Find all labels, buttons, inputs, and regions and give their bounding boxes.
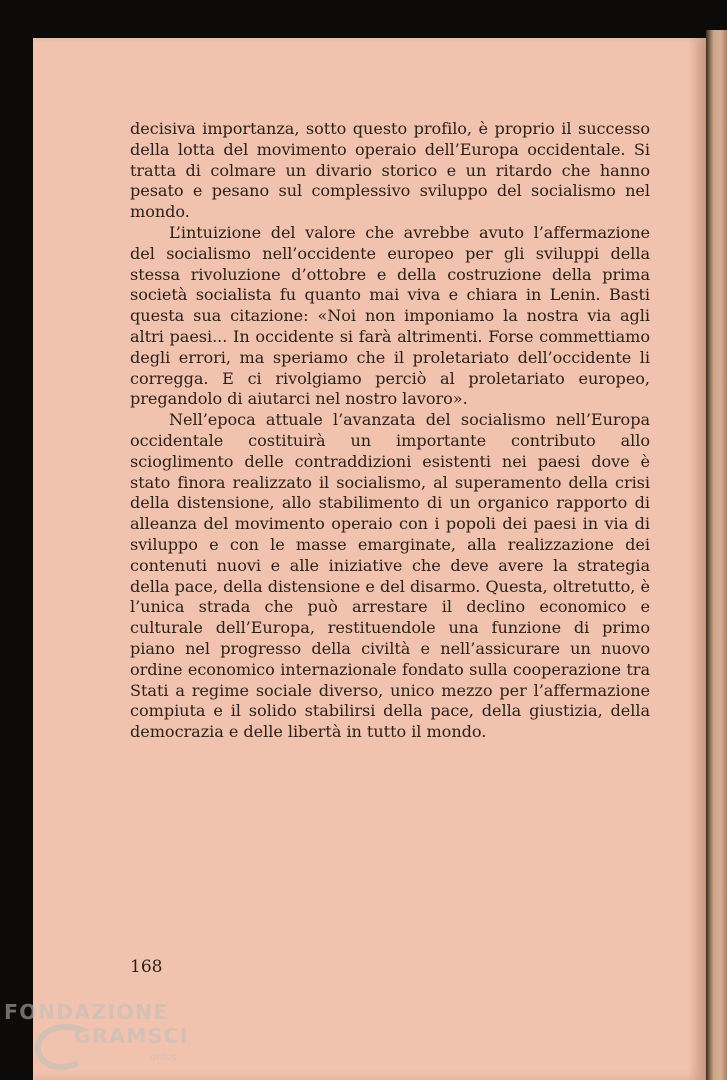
paragraph-1: decisiva importanza, sotto questo profilo, è proprio il successo della lotta del movimento operaio dell’Europa occidentale. Si tratta di colmare un divario storico e un ritardo che hanno pesato e pesano sul complessivo sviluppo del socialismo nel mondo. [130,119,650,222]
paragraph-3: Nell’epoca attuale l’avanzata del socialismo nell’Europa occidentale costituirà un importante contributo allo scioglimento delle contraddizioni esistenti nei paesi dove è stato finora realizzato il socialismo, al superamento della crisi della distensione, allo stabilimento di un organico rapporto di alleanza del movimento operaio con i popoli dei paesi in via di sviluppo e con le masse emarginate, alla realizzazione dei contenuti nuovi e alle iniziative che deve avere la strategia della pace, della distensione e del disarmo. Questa, oltretutto, è l’unica strada che può arrestare il declino economico e culturale dell’Europa, restituendole una funzione di primo piano nel progresso della civiltà e nell’assicurare un nuovo ordine economico internazionale fondato sulla cooperazione tra Stati a regime sociale diverso, unico mezzo per l’affermazione compiuta e il solido stabilirsi della pace, della giustizia, della democrazia e delle libertà in tutto il mondo. [130,410,650,742]
paragraph-2: L’intuizione del valore che avrebbe avuto l’affermazione del socialismo nell’occidente europeo per gli sviluppi della stessa rivoluzione d’ottobre e della costruzione della prima società socialista fu quanto mai viva e chiara in Lenin. Basti questa sua citazione: «Noi non imponiamo la nostra via agli altri paesi... In occidente si farà altrimenti. Forse commettiamo degli errori, ma speriamo che il proletariato dell’occidente li corregga. E ci rivolgiamo perciò al proletariato europeo, pregandolo di aiutarci nel nostro lavoro». [130,222,650,409]
watermark-onlus: onlus [150,1052,177,1063]
body-text [130,119,650,743]
fondazione-gramsci-watermark [4,1000,189,1076]
page-number: 168 [130,957,163,977]
next-page-edge [706,30,727,1080]
watermark-line-1: FONDAZIONE [4,1000,169,1024]
watermark-line-2: GRAMSCI [74,1024,189,1048]
page-gutter-shadow [688,38,706,1080]
